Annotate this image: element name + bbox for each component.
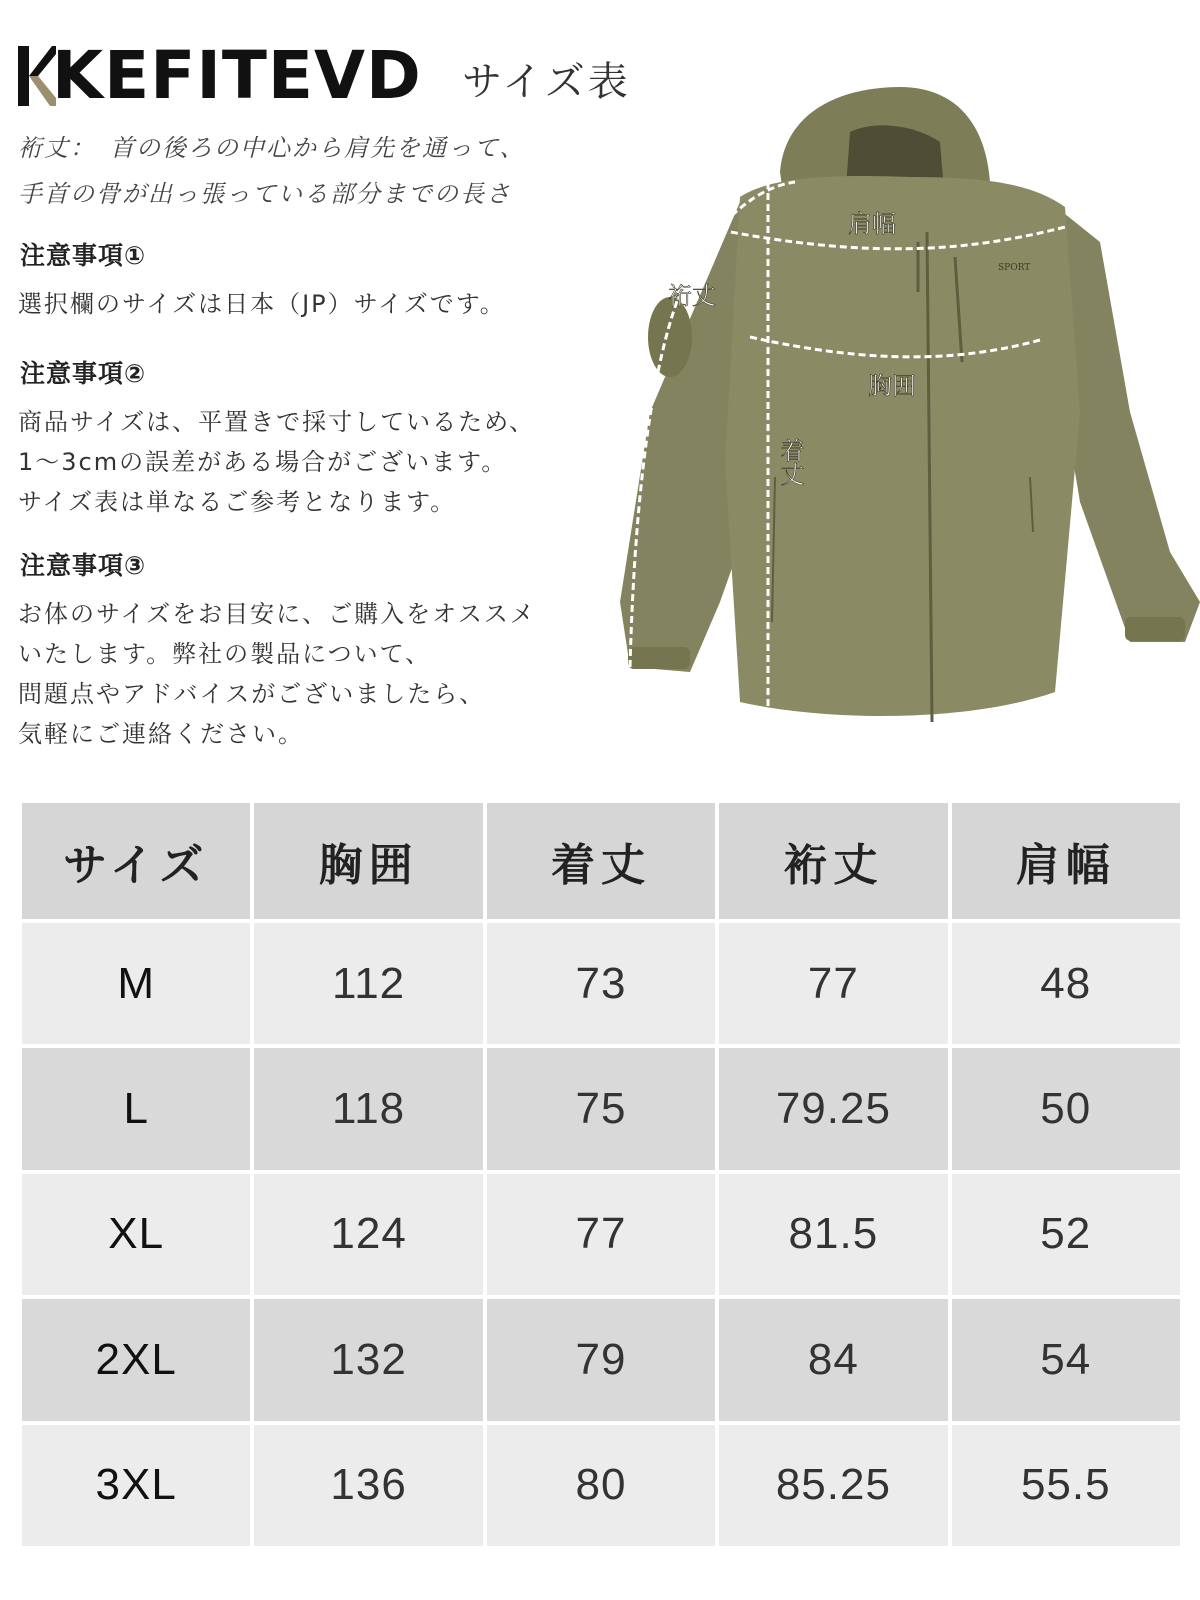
table-row xyxy=(22,1174,1180,1295)
brand-name: KEFITEVD xyxy=(52,37,422,114)
sleeve-definition-line-2: 手首の骨が出っ張っている部分までの長さ xyxy=(18,180,512,208)
cell-shoulder: 55.5 xyxy=(952,1425,1180,1546)
cell-shoulder: 48 xyxy=(952,923,1180,1044)
jacket-illustration xyxy=(620,87,1200,722)
note3-line: お体のサイズをお目安に、ご購入をオススメ xyxy=(18,600,536,628)
size-chart-table xyxy=(18,799,1184,1550)
table-row xyxy=(22,1425,1180,1546)
note2-heading: 注意事項② xyxy=(20,359,147,388)
note3-line: 問題点やアドバイスがございましたら、 xyxy=(18,680,486,708)
label-sleeve: 裄丈 xyxy=(668,282,716,310)
cell-sleeve: 77 xyxy=(719,923,947,1044)
cell-size: 3XL xyxy=(22,1425,250,1546)
note1-heading: 注意事項① xyxy=(20,241,147,270)
sleeve-definition-line-1: 裄丈： 首の後ろの中心から肩先を通って、 xyxy=(18,134,526,162)
cell-shoulder: 52 xyxy=(952,1174,1180,1295)
header-sleeve: 裄丈 xyxy=(719,803,947,919)
cell-chest: 132 xyxy=(254,1299,482,1420)
cell-sleeve: 79.25 xyxy=(719,1048,947,1169)
table-row xyxy=(22,1299,1180,1420)
page-title: サイズ表 xyxy=(462,59,631,105)
cell-chest: 136 xyxy=(254,1425,482,1546)
cell-length: 77 xyxy=(487,1174,715,1295)
label-shoulder: 肩幅 xyxy=(848,210,896,238)
table-row xyxy=(22,1048,1180,1169)
cell-sleeve: 85.25 xyxy=(719,1425,947,1546)
cell-chest: 118 xyxy=(254,1048,482,1169)
note2-line: 1～3cmの誤差がある場合がございます。 xyxy=(18,448,508,476)
note1-line: 選択欄のサイズは日本（JP）サイズです。 xyxy=(18,290,506,318)
cell-length: 79 xyxy=(487,1299,715,1420)
brand-logo xyxy=(16,37,446,114)
cell-length: 75 xyxy=(487,1048,715,1169)
note3-heading: 注意事項③ xyxy=(20,551,147,580)
cell-chest: 112 xyxy=(254,923,482,1044)
note3-line: 気軽にご連絡ください。 xyxy=(18,720,304,748)
cell-size: 2XL xyxy=(22,1299,250,1420)
cell-size: L xyxy=(22,1048,250,1169)
header-shoulder: 肩幅 xyxy=(952,803,1180,919)
label-chest: 胸囲 xyxy=(868,372,916,400)
jacket-measurement-diagram xyxy=(610,82,1200,742)
label-length: 着丈 xyxy=(776,438,804,486)
header-length: 着丈 xyxy=(487,803,715,919)
table-row xyxy=(22,923,1180,1044)
note2-line: サイズ表は単なるご参考となります。 xyxy=(18,488,457,516)
header-size: サイズ xyxy=(22,803,250,919)
cell-chest: 124 xyxy=(254,1174,482,1295)
cell-shoulder: 50 xyxy=(952,1048,1180,1169)
brand-logo-mark-icon xyxy=(16,46,56,106)
cell-shoulder: 54 xyxy=(952,1299,1180,1420)
header-chest: 胸囲 xyxy=(254,803,482,919)
table-header-row xyxy=(22,803,1180,919)
note3-line: いたします。弊社の製品について、 xyxy=(18,640,432,668)
cell-size: XL xyxy=(22,1174,250,1295)
cell-length: 73 xyxy=(487,923,715,1044)
jacket-logo-text: SPORT xyxy=(998,263,1031,273)
cell-sleeve: 84 xyxy=(719,1299,947,1420)
cell-size: M xyxy=(22,923,250,1044)
note2-line: 商品サイズは、平置きで採寸しているため、 xyxy=(18,408,536,436)
cell-sleeve: 81.5 xyxy=(719,1174,947,1295)
cell-length: 80 xyxy=(487,1425,715,1546)
